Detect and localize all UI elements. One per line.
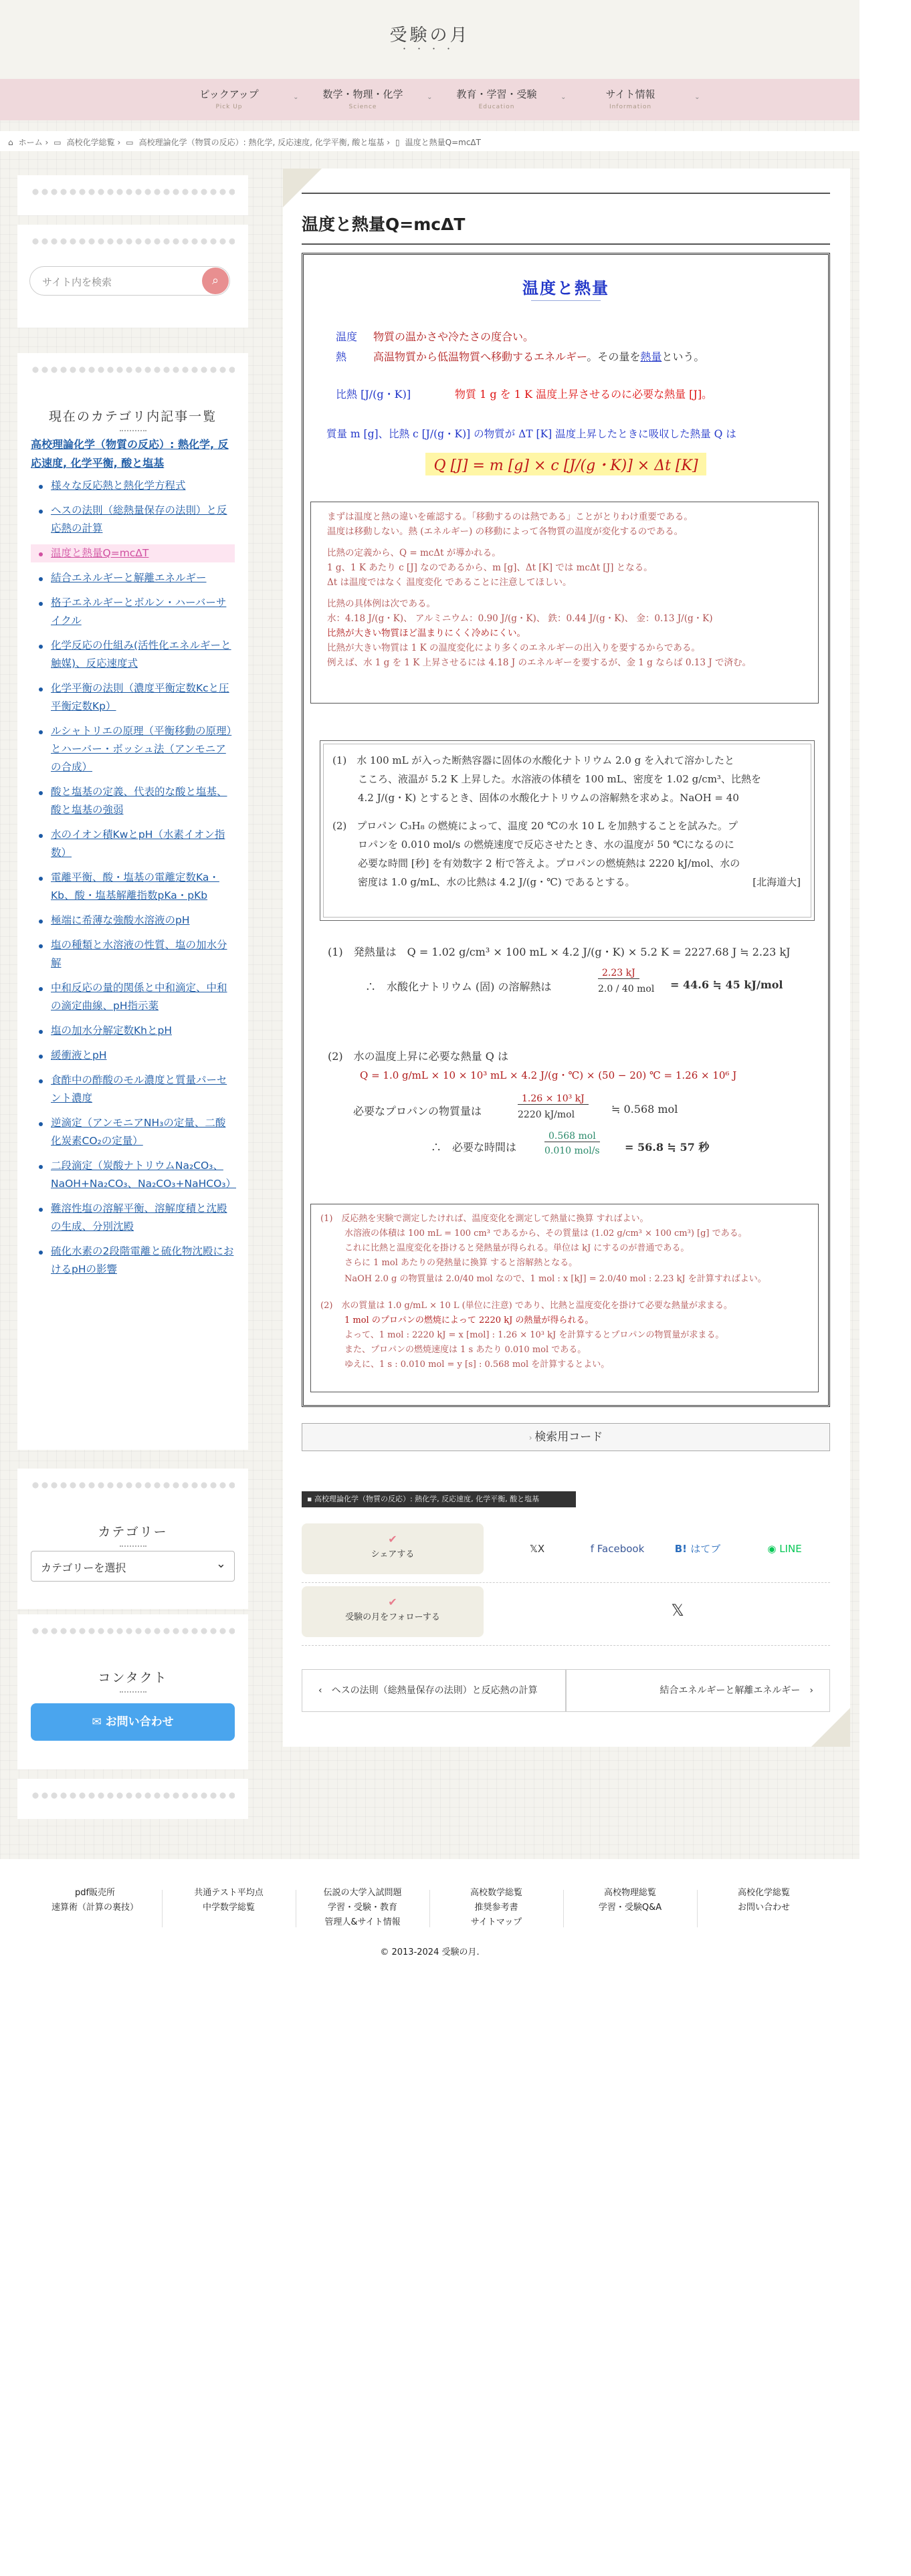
- dot-divider: [31, 187, 235, 198]
- term-definition: 物質 1 g を 1 K 温度上昇させるのに必要な熱量 [J]。: [455, 388, 713, 401]
- problem-box: (1) 水 100 mL が入った断熱容器に固体の水酸化ナトリウム 2.0 g を入れて溶かしたと こころ、液温が 5.2 K 上昇した。水溶液の体積を 100 mL、密度を 1.02 g/cm³、比熱を 4.2 J/(g・K) とするとき、固体の水酸化ナトリウムの溶解熱を求めよ。NaOH = 40 (2) プロパン C₃H₈ の燃焼によって、温度 20 ℃の水 10 L を加熱することを試みた。プ ロパンを 0.010 mol/s の燃焼速度で反応させたとき、水の温度が 50 ℃になるのに 必要な時間 [秒] を有効数字 2 桁で答えよ。プロパンの燃焼熱は 2220 kJ/mol、水の 密度は 1.0 g/mL、水の比熱は 4.2 J/(g・℃) であるとする。 [北海道大]: [320, 740, 815, 921]
- sidebar-contact-widget: [17, 1614, 248, 1769]
- sidebar-category-widget: [17, 1469, 248, 1609]
- breadcrumb-home[interactable]: ホーム: [18, 138, 43, 147]
- chevron-right-icon: ›: [387, 138, 391, 147]
- hatena-icon: B!: [674, 1543, 691, 1555]
- footer-col: 高校物理総覧 学習・受験Q&A: [598, 1888, 662, 1913]
- next-post-link[interactable]: 結合エネルギーと解離エネルギー ›: [566, 1669, 830, 1712]
- list-item[interactable]: 結合エネルギーと解離エネルギー: [31, 569, 235, 587]
- dot-divider: [31, 1791, 235, 1802]
- list-item[interactable]: 逆滴定（アンモニアNH₃の定量、二酸化炭素CO₂の定量）: [31, 1114, 235, 1150]
- breadcrumb: [0, 131, 859, 151]
- chevron-down-icon: ⌄: [561, 94, 567, 101]
- breadcrumb-category[interactable]: 高校化学総覧: [66, 138, 115, 147]
- chevron-down-icon: ⌄: [694, 94, 700, 101]
- category-top-link[interactable]: 高校理論化学（物質の反応）: 熱化学, 反応速度, 化学平衡, 酸と塩基: [31, 438, 229, 469]
- search-input[interactable]: サイト内を検索: [29, 266, 230, 296]
- list-item[interactable]: 塩の加水分解定数KhとpH: [31, 1022, 235, 1040]
- notes-bracket: まずは温度と熱の違いを確認する。「移動するのは熱である」ことがとりわけ重要である。 温度は移動しない。熱 (エネルギー) の移動によって各物質の温度が変化するのである。 比熱の定義から、Q = mcΔt が導かれる。 1 g、1 K あたり c [J] なのであるから、m [g]、Δt [K] では mcΔt [J] となる。 Δt は温度ではなく 温度変化 であることに注意してほしい。 比熱の具体例は次である。 水：4.18 J/(g・K)、 アルミニウム：0.90 J/(g・K)、 鉄：0.44 J/(g・K)、 金：0.13 J/(g・K) 比熱が大きい物質ほど温まりにくく冷めにくい。 比熱が大きい物質は 1 K の温度変化により多くのエネルギーの出入りを要するからである。 例えば、水 1 g を 1 K 上昇させるには 4.18 J のエネルギーを要するが、金 1 g ならば 0.13 J で済む。: [310, 502, 819, 703]
- dot-divider: [31, 237, 235, 247]
- folder-icon: ▭: [126, 138, 134, 147]
- footer-col: 高校数学総覧 推奨参考書 サイトマップ: [470, 1888, 522, 1927]
- sidebar-ad-slot: [17, 1779, 248, 1819]
- chevron-down-icon: ⌄: [427, 94, 433, 101]
- chevron-down-icon: ⌄: [293, 94, 299, 101]
- sidebar-heading: コンタクト: [17, 1649, 248, 1697]
- footer-col: 高校化学総覧 お問い合わせ: [737, 1888, 790, 1913]
- list-item[interactable]: ヘスの法則（総熱量保存の法則）と反応熱の計算: [31, 502, 235, 538]
- breadcrumb-subcategory[interactable]: 高校理論化学（物質の反応）: 熱化学, 反応速度, 化学平衡, 酸と塩基: [138, 138, 385, 147]
- list-item[interactable]: 極端に希薄な強酸水溶液のpH: [31, 911, 235, 930]
- envelope-icon: ✉: [92, 1715, 106, 1729]
- follow-x-button[interactable]: [644, 1597, 711, 1624]
- chevron-right-icon: ›: [528, 1433, 535, 1442]
- nav-item-science[interactable]: 数学・物理・化学 Science ⌄: [322, 88, 433, 110]
- dot-divider: [31, 1481, 235, 1491]
- share-hatena-button[interactable]: B! はてブ: [674, 1543, 721, 1555]
- term-label: 比熱 [J/(g・K)]: [336, 388, 411, 401]
- chevron-right-icon: ›: [800, 1685, 813, 1696]
- contact-button[interactable]: ✉ お問い合わせ: [31, 1703, 235, 1741]
- facebook-icon: f: [590, 1543, 597, 1555]
- list-item[interactable]: 中和反応の量的関係と中和滴定、中和の滴定曲線、pH指示薬: [31, 979, 235, 1015]
- category-tag[interactable]: ▪ 高校理論化学（物質の反応）: 熱化学, 反応速度, 化学平衡, 酸と塩基: [302, 1491, 576, 1507]
- site-logo[interactable]: 受験の月: [389, 25, 470, 45]
- term-definition: 物質の温かさや冷たさの度合い。: [373, 330, 534, 343]
- article: [283, 169, 850, 1747]
- sidebar-heading: 現在のカテゴリ内記事一覧: [17, 388, 248, 435]
- answer-line: (1) 発熱量は Q = 1.02 g/cm³ × 100 mL × 4.2 J/(g・K) × 5.2 K = 2227.68 J ≒ 2.23 kJ: [328, 946, 791, 958]
- file-icon: ▯: [395, 138, 400, 147]
- dot-divider: [31, 1626, 235, 1637]
- term-label: 熱: [336, 350, 347, 363]
- breadcrumb-current: 温度と熱量Q=mcΔT: [405, 138, 481, 147]
- nav-item-education[interactable]: 教育・学習・受験 Education ⌄: [456, 88, 567, 110]
- check-icon: ✔: [388, 1533, 397, 1545]
- list-item[interactable]: 水のイオン積KwとpH（水素イオン指数）: [31, 826, 235, 862]
- list-item-current[interactable]: 温度と熱量Q=mcΔT: [31, 544, 235, 562]
- solution-bracket: (1) 反応熱を実験で測定したければ、温度変化を測定して熱量に換算 すればよい。 水溶液の体積は 100 mL = 100 cm³ であるから、その質量は (1.02 g/cm³ × 100 cm³) [g] である。 これに比熱と温度変化を掛けると発熱量が得られる。単位は kJ にするのが普通である。 さらに 1 mol あたりの発熱量に換算 すると溶解熱となる。 NaOH 2.0 g の物質量は 2.0/40 mol なので、1 mol : x [kJ] = 2.0/40 mol : 2.23 kJ を計算すればよい。 (2) 水の質量は 1.0 g/mL × 10 L (単位に注意) であり、比熱と温度変化を掛けて必要な熱量が求まる。 1 mol のプロパンの燃焼によって 2220 kJ の熱量が得られる。 よって、1 mol : 2220 kJ = x [mol] : 1.26 × 10³ kJ を計算するとプロパンの物質量が求まる。 また、プロパンの燃焼速度は 1 s あたり 0.010 mol である。 ゆえに、1 s : 0.010 mol = y [s] : 0.568 mol を計算するとよい。: [310, 1204, 819, 1392]
- site-logo-dots: ・・・・: [400, 44, 460, 53]
- category-article-list: [17, 435, 248, 1279]
- x-icon: 𝕏: [529, 1543, 538, 1555]
- dot-divider: [31, 365, 235, 376]
- site-footer: [0, 1859, 859, 1969]
- sidebar-category-articles: [17, 353, 248, 1450]
- share-x-button[interactable]: 𝕏X: [529, 1543, 545, 1555]
- nav-item-pickup[interactable]: ピックアップ Pick Up ⌄: [199, 88, 299, 110]
- chevron-left-icon: ‹: [318, 1685, 332, 1696]
- footer-col: 伝説の大学入試問題 学習・受験・教育 管理人&サイト情報: [323, 1888, 402, 1927]
- board-title: 温度と熱量: [304, 275, 828, 298]
- share-facebook-button[interactable]: f Facebook: [590, 1543, 645, 1555]
- sidebar-search-widget: [17, 225, 248, 328]
- sidebar-ad-slot: [17, 175, 248, 215]
- folder-icon: ▭: [54, 138, 62, 147]
- divider: [302, 1582, 830, 1583]
- search-icon: ⌕: [211, 274, 219, 288]
- sidebar-heading: カテゴリー: [17, 1503, 248, 1551]
- term-label: 温度: [336, 330, 358, 343]
- list-item[interactable]: 食酢中の酢酸のモル濃度と質量パーセント濃度: [31, 1071, 235, 1107]
- term-definition: 高温物質から低温物質へ移動するエネルギー。その量を熱量という。: [373, 350, 705, 363]
- site-header: [0, 0, 859, 79]
- home-icon: ⌂: [8, 138, 13, 147]
- formula-intro: 質量 m [g]、比熱 c [J/(g・K)] の物質が ΔT [K] 温度上昇したときに吸収した熱量 Q は: [326, 428, 736, 440]
- page-bottom-blank: [0, 1969, 911, 2576]
- copyright: © 2013-2024 受験の月.: [380, 1947, 480, 1957]
- global-nav: [0, 79, 859, 120]
- lecture-board: 温度と熱量 温度 物質の温かさや冷たさの度合い。 熱 高温物質から低温物質へ移動するエネルギー。その量を熱量という。 比熱 [J/(g・K)] 物質 1 g を 1 K 温度上昇させるのに必要な熱量 [J]。 質量 m [g]、比熱 c [J/(g・K)] の物質が ΔT [K] 温度上昇したときに吸収した熱量 Q は Q [J] = m [g] × c [J/(g・K)] × Δt [K] まずは温度と熱の違いを確認する。「移動するのは熱である」ことがとりわけ重要である。 温度は移動しない。熱 (エネルギー) の移動によって各物質の温度が変化するのである。 比熱の定義から、Q = mcΔt が導かれる。 1 g、1 K あたり c [J] なのであるから、m [g]、Δt [K] では mcΔt [J] となる。 Δt は温度ではなく 温度変化 であることに注意してほしい。 比熱の具体例は次である。 水：4.18 J/(g・K)、 アルミニウム：0.90 J/(g・K)、 鉄：0.44 J/(g・K)、 金：0.13 J/(g・K) 比熱が大きい物質ほど温まりにくく冷めにくい。 比熱が大きい物質は 1 K の温度変化により多くのエネルギーの出入りを要するからである。 例えば、水 1 g を 1 K 上昇させるには 4.18 J のエネルギーを要するが、金 1 g ならば 0.13 J で済む。 (1) 水 100 mL が入った断熱容器に固体の水酸化ナトリウム 2.0 g を入れて溶かしたと こころ、液温が 5.2 K 上昇した。水溶液の体積を 100 mL、密度を 1.02 g/cm³、比熱を 4.2 J/(g・K) とするとき、固体の水酸化ナトリウムの溶解熱を求めよ。NaOH = 40 (2) プロパン C₃H₈ の燃焼によって、温度 20 ℃の水 10 L を加熱することを試みた。プ ロパンを 0.010 mol/s の燃焼速度で反応させたとき、水の温度が 50 ℃になるのに 必要な時間 [秒] を有効数字 2 桁で答えよ。プロパンの燃焼熱は 2220 kJ/mol、水の 密度は 1.0 g/mL、水の比熱は 4.2 J/(g・℃) であるとする。 [北海道大] (1) 発熱量は Q = 1.02 g/cm³ × 100 mL × 4.2 J/(g・K) × 5.2 K = 2227.68 J ≒ 2.23 kJ ∴ 水酸化ナトリウム (固) の溶解熱は 2.23 kJ 2.0 / 40 mol = 44.6 ≒ 45 kJ/mol (2) 水の温度上昇に必要な熱量 Q は Q = 1.0 g/mL × 10 × 10³ mL × 4.2 J/(g・℃) × (50 − 20) ℃ = 1.26 × 10⁶ J 必要なプロパンの物質量は 1.26 × 10³ kJ 2220 kJ/mol ≒ 0.568 mol ∴ 必要な時間は 0.568 mol 0.010 mol/s = 56.8 ≒ 57 秒 (1) 反応熱を実験で測定したければ、温度変化を測定して熱量に換算 すればよい。 水溶液の体積は 100 mL = 100 cm³ であるから、その質量は (1.02 g/cm³ × 100 cm³) [g] である。 これに比熱と温度変化を掛けると発熱量が得られる。単位は kJ にするのが普通である。 さらに 1 mol あたりの発熱量に換算 すると溶解熱となる。 NaOH 2.0 g の物質量は 2.0/40 mol なので、1 mol : x [kJ] = 2.0/40 mol : 2.23 kJ を計算すればよい。 (2) 水の質量は 1.0 g/mL × 10 L (単位に注意) であり、比熱と温度変化を掛けて必要な熱量が求まる。 1 mol のプロパンの燃焼によって 2220 kJ の熱量が得られる。 よって、1 mol : 2220 kJ = x [mol] : 1.26 × 10³ kJ を計算するとプロパンの物質量が求まる。 また、プロパンの燃焼速度は 1 s あたり 0.010 mol である。 ゆえに、1 s : 0.010 mol = y [s] : 0.568 mol を計算するとよい。: [302, 253, 830, 1407]
- line-icon: ◉: [767, 1543, 780, 1555]
- prev-post-link[interactable]: ‹ ヘスの法則（総熱量保存の法則）と反応熱の計算: [302, 1669, 566, 1712]
- list-item[interactable]: 硫化水素の2段階電離と硫化物沈殿におけるpHの影響: [31, 1243, 235, 1279]
- follow-label-box: ✔ 受験の月をフォローする: [302, 1586, 484, 1637]
- list-item[interactable]: 化学平衡の法則（濃度平衡定数Kcと圧平衡定数Kp）: [31, 679, 235, 716]
- chevron-right-icon: ›: [45, 138, 49, 147]
- list-item[interactable]: 電離平衡、酸・塩基の電離定数Ka・Kb、酸・塩基解離指数pKa・pKb: [31, 869, 235, 905]
- folder-icon: ▪: [307, 1495, 314, 1503]
- x-icon: 𝕏: [671, 1601, 684, 1620]
- chevron-right-icon: ›: [117, 138, 121, 147]
- list-item[interactable]: 塩の種類と水溶液の性質、塩の加水分解: [31, 936, 235, 972]
- list-item[interactable]: 格子エネルギーとボルン・ハーバーサイクル: [31, 594, 235, 630]
- list-item[interactable]: ルシャトリエの原理（平衡移動の原理）とハーバー・ボッシュ法（アンモニアの合成）: [31, 722, 235, 776]
- corner-decoration: [811, 1708, 850, 1747]
- list-item[interactable]: 難溶性塩の溶解平衡、溶解度積と沈殿の生成、分別沈殿: [31, 1200, 235, 1236]
- main-formula: Q [J] = m [g] × c [J/(g・K)] × Δt [K]: [425, 453, 706, 475]
- list-item[interactable]: 緩衝液とpH: [31, 1047, 235, 1065]
- list-item[interactable]: 化学反応の仕組み(活性化エネルギーと触媒)、反応速度式: [31, 637, 235, 673]
- footer-col: 共通テスト平均点 中学数学総覧: [194, 1888, 264, 1913]
- category-select[interactable]: カテゴリーを選択 ⌄: [31, 1551, 235, 1582]
- page-title: 温度と熱量Q=mcΔT: [302, 193, 830, 245]
- search-code-button[interactable]: › 検索用コード: [302, 1423, 830, 1451]
- search-button[interactable]: [202, 267, 229, 294]
- footer-col: pdf販売所 速算術（計算の裏技）: [51, 1888, 138, 1913]
- share-label-box: ✔ シェアする: [302, 1523, 484, 1574]
- list-item[interactable]: 酸と塩基の定義、代表的な酸と塩基、酸と塩基の強弱: [31, 783, 235, 819]
- list-item[interactable]: 二段滴定（炭酸ナトリウムNa₂CO₃、NaOH+Na₂CO₃、Na₂CO₃+NaHCO₃）: [31, 1157, 235, 1193]
- check-icon: ✔: [388, 1596, 397, 1608]
- divider: [302, 1645, 830, 1646]
- nav-item-information[interactable]: サイト情報 Information ⌄: [605, 88, 700, 110]
- list-item[interactable]: 様々な反応熱と熱化学方程式: [31, 477, 235, 495]
- share-line-button[interactable]: ◉ LINE: [767, 1543, 802, 1555]
